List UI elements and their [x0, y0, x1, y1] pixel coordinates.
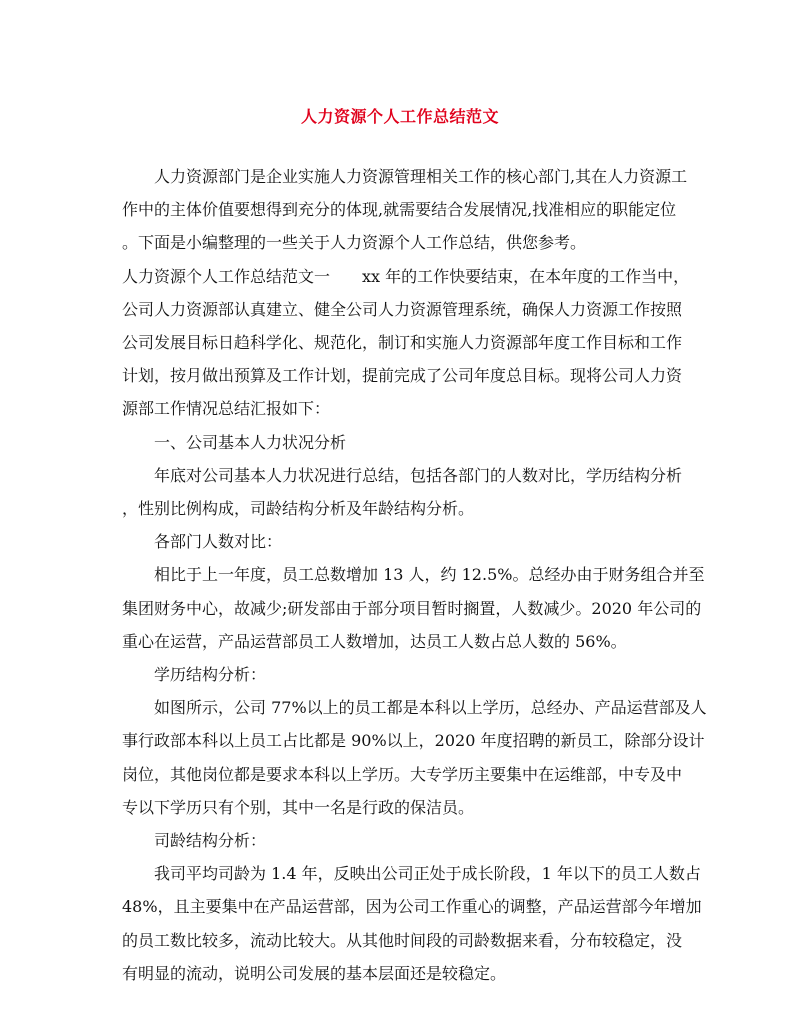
body-line: 相比于上一年度，员工总数增加 13 人，约 12.5%。总经办由于财务组合并至 — [154, 565, 705, 585]
body-line: 48%，且主要集中在产品运营部，因为公司工作重心的调整，产品运营部今年增加 — [122, 897, 702, 917]
body-line: 源部工作情况总结汇报如下： — [122, 399, 331, 419]
body-line: 集团财务中心，故减少;研发部由于部分项目暂时搁置，人数减少。2020 年公司的 — [122, 598, 702, 618]
body-line: 有明显的流动，说明公司发展的基本层面还是较稳定。 — [122, 963, 507, 983]
body-line: 。下面是小编整理的一些关于人力资源个人工作总结，供您参考。 — [122, 233, 587, 253]
body-line: ，性别比例构成，司龄结构分析及年龄结构分析。 — [122, 499, 475, 519]
body-line: 我司平均司龄为 1.4 年，反映出公司正处于成长阶段，1 年以下的员工人数占 — [154, 864, 701, 884]
body-line: 作中的主体价值要想得到充分的体现,就需要结合发展情况,找准相应的职能定位 — [122, 200, 677, 220]
body-line: 如图所示，公司 77%以上的员工都是本科以上学历，总经办、产品运营部及人 — [154, 698, 707, 718]
body-line: 年底对公司基本人力状况进行总结，包括各部门的人数对比，学历结构分析 — [154, 465, 683, 485]
subsection-heading: 学历结构分析： — [154, 665, 267, 685]
body-line: 重心在运营，产品运营部员工人数增加，达员工人数占总人数的 56%。 — [122, 631, 627, 651]
body-line: 专以下学历只有个别，其中一名是行政的保洁员。 — [122, 797, 475, 817]
body-line: 事行政部本科以上员工占比都是 90%以上，2020 年度招聘的新员工，除部分设计 — [122, 731, 705, 751]
body-line: 人力资源个人工作总结范文一 xx 年的工作快要结束，在本年度的工作当中， — [122, 266, 690, 286]
document-body — [122, 160, 707, 990]
body-line: 岗位，其他岗位都是要求本科以上学历。大专学历主要集中在运维部，中专及中 — [122, 764, 683, 784]
subsection-heading: 司龄结构分析： — [154, 831, 267, 851]
body-line: 的员工数比较多，流动比较大。从其他时间段的司龄数据来看，分布较稳定，没 — [122, 930, 683, 950]
body-line: 计划，按月做出预算及工作计划，提前完成了公司年度总目标。现将公司人力资 — [122, 366, 683, 386]
body-line: 公司发展目标日趋科学化、规范化，制订和实施人力资源部年度工作目标和工作 — [122, 333, 683, 353]
body-line: 人力资源部门是企业实施人力资源管理相关工作的核心部门,其在人力资源工 — [154, 167, 688, 186]
section-heading: 一、公司基本人力状况分析 — [154, 432, 347, 452]
document-title: 人力资源个人工作总结范文 — [300, 107, 499, 126]
body-line: 公司人力资源部认真建立、健全公司人力资源管理系统，确保人力资源工作按照 — [122, 299, 683, 319]
subsection-heading: 各部门人数对比： — [154, 532, 283, 552]
